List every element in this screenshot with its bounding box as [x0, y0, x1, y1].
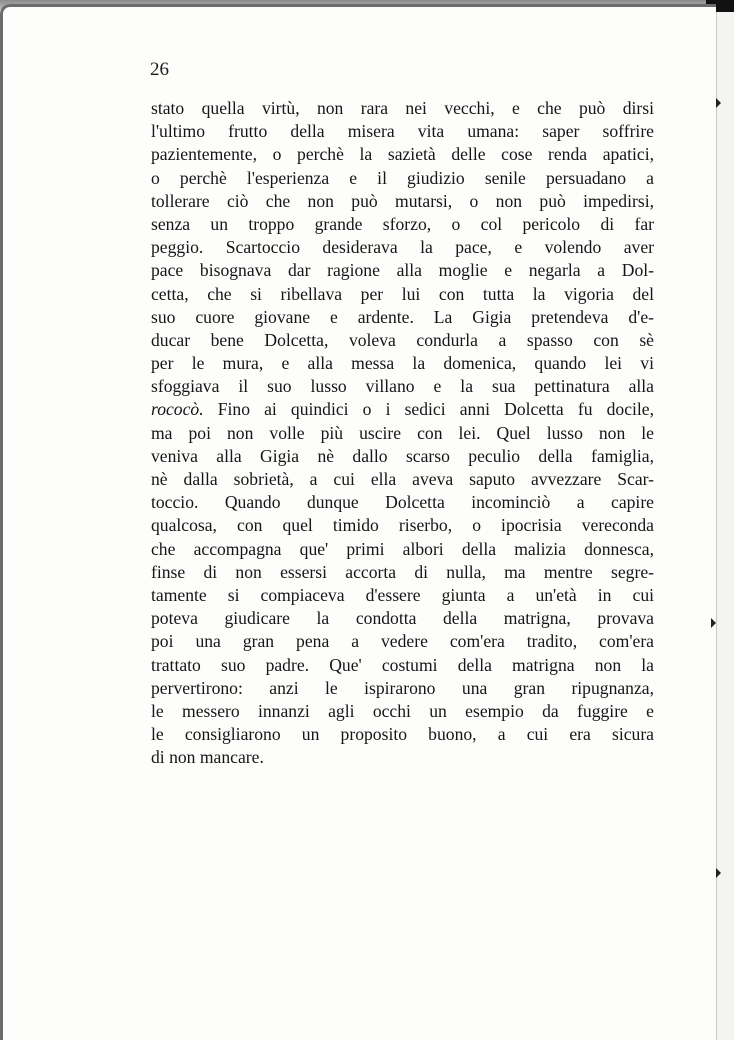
text-line: cetta, che si ribellava per lui con tutta la vigoria del	[151, 283, 654, 304]
text-line: qualcosa, con quel timido riserbo, o ipocrisia vereconda	[151, 515, 654, 536]
text-line	[151, 398, 654, 421]
text-line: ma poi non volle più uscire con lei. Quel lusso non le	[151, 422, 654, 443]
text-line: stato quella virtù, non rara nei vecchi, e che può dirsi	[151, 98, 654, 118]
text-line: trattato suo padre. Que' costumi della matrigna non la	[151, 654, 654, 675]
text-line: toccio. Quando dunque Dolcetta incominciò a capire	[151, 492, 654, 513]
page-right-edge	[716, 12, 717, 1040]
text-line: pervertirono: anzi le ispirarono una gran ripugnanza,	[151, 677, 654, 698]
text-line: poteva giudicare la condotta della matrigna, provava	[151, 608, 654, 629]
body-text	[151, 97, 654, 769]
text-line: tollerare ciò che non può mutarsi, o non può impedirsi,	[151, 190, 654, 211]
edge-mark	[716, 868, 721, 878]
edge-mark	[711, 618, 716, 628]
text-line: per le mura, e alla messa la domenica, quando lei vi	[151, 353, 654, 374]
text-line: l'ultimo frutto della misera vita umana: saper soffrire	[151, 121, 654, 142]
text-line: le messero innanzi agli occhi un esempio da fuggire e	[151, 700, 654, 721]
text-line: nè dalla sobrietà, a cui ella aveva saputo avvezzare Scar-	[151, 469, 654, 489]
text-line-rest: Fino ai quindici o i sedici anni Dolcetta fu docile,	[203, 399, 654, 420]
text-line: o perchè l'esperienza e il giudizio senile persuadano a	[151, 167, 654, 188]
text-line: che accompagna que' primi albori della malizia donnesca,	[151, 538, 654, 559]
text-line: peggio. Scartoccio desiderava la pace, e volendo aver	[151, 237, 654, 258]
page-number: 26	[150, 59, 169, 80]
text-line: poi una gran pena a vedere com'era tradito, com'era	[151, 631, 654, 652]
text-line: sfoggiava il suo lusso villano e la sua pettinatura alla	[151, 376, 654, 397]
text-line: di non mancare.	[151, 747, 264, 768]
text-line: pazientemente, o perchè la sazietà delle cose renda apatici,	[151, 144, 654, 165]
italic-word: rococò.	[151, 399, 204, 420]
text-line: ducar bene Dolcetta, voleva condurla a spasso con sè	[151, 329, 654, 350]
edge-mark	[716, 98, 721, 108]
text-line: veniva alla Gigia nè dallo scarso peculio della famiglia,	[151, 445, 654, 466]
text-line: suo cuore giovane e ardente. La Gigia pretendeva d'e-	[151, 306, 654, 327]
text-line: le consigliarono un proposito buono, a cui era sicura	[151, 724, 654, 745]
text-line: finse di non essersi accorta di nulla, ma mentre segre-	[151, 561, 654, 582]
text-line: pace bisognava dar ragione alla moglie e negarla a Dol-	[151, 260, 654, 281]
text-line: tamente si compiaceva d'essere giunta a un'età in cui	[151, 584, 654, 605]
book-page	[0, 4, 716, 1040]
text-line: senza un troppo grande sforzo, o col pericolo di far	[151, 213, 654, 234]
